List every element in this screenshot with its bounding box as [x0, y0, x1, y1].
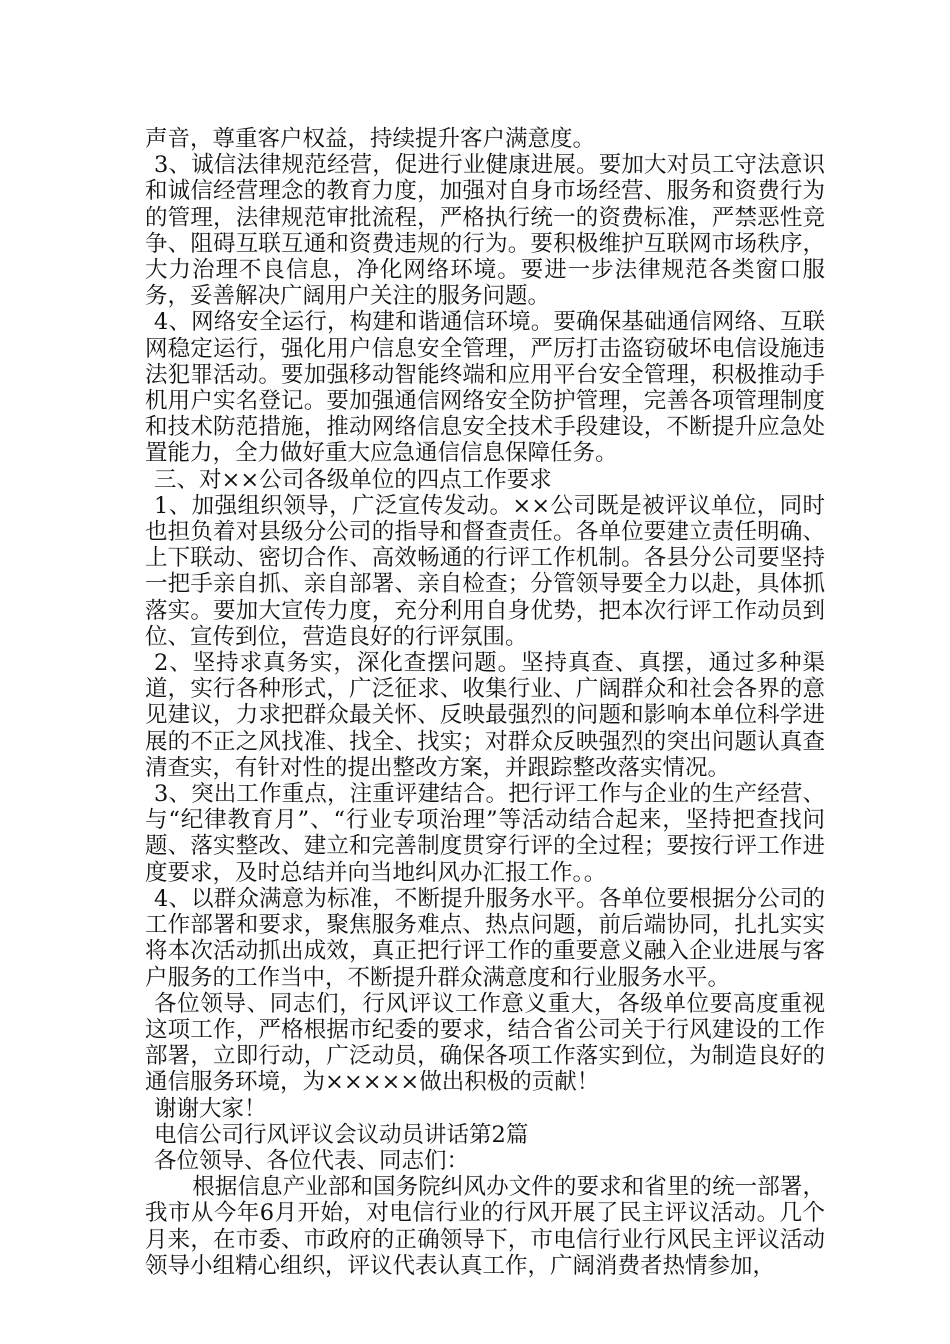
paragraph: 4、网络安全运行，构建和谐通信环境。要确保基础通信网络、互联网稳定运行，强化用户信息安全管理，严厉打击盗窃破坏电信设施违法犯罪活动。要加强移动智能终端和应用平台安全管理，积极推动手机用户实名登记。要加强通信网络安全防护管理，完善各项管理制度和技术防范措施，推动网络信息安全技术手段建设，不断提升应急处置能力，全力做好重大应急通信信息保障任务。	[145, 309, 825, 467]
paragraph: 3、诚信法律规范经营，促进行业健康进展。要加大对员工守法意识和诚信经营理念的教育力度，加强对自身市场经营、服务和资费行为的管理，法律规范审批流程，严格执行统一的资费标准，严禁恶性竞争、阻碍互联互通和资费违规的行为。要积极维护互联网市场秩序，大力治理不良信息，净化网络环境。要进一步法律规范各类窗口服务，妥善解决广阔用户关注的服务问题。	[145, 152, 825, 310]
paragraph: 2、坚持求真务实，深化查摆问题。坚持真查、真摆，通过多种渠道，实行各种形式，广泛征求、收集行业、广阔群众和社会各界的意见建议，力求把群众最关怀、反映最强烈的问题和影响本单位科学进展的不正之风找准、找全、找实；对群众反映强烈的突出问题认真查清查实，有针对性的提出整改方案，并跟踪整改落实情况。	[145, 650, 825, 781]
section-heading: 三、对××公司各级单位的四点工作要求	[154, 466, 552, 493]
paragraph: 各位领导、同志们，行风评议工作意义重大，各级单位要高度重视这项工作，严格根据市纪委的要求，结合省公司关于行风建设的工作部署，立即行动，广泛动员，确保各项工作落实到位，为制造良好的通信服务环境，为×××××做出积极的贡献！	[145, 990, 825, 1096]
paragraph: 声音，尊重客户权益，持续提升客户满意度。	[145, 126, 596, 152]
paragraph: 根据信息产业部和国务院纠风办文件的要求和省里的统一部署，我市从今年6月开始，对电信行业的行风开展了民主评议活动。几个月来，在市委、市政府的正确领导下，市电信行业行风民主评议活动领导小组精心组织，评议代表认真工作，广阔消费者热情参加，	[145, 1174, 825, 1279]
paragraph: 3、突出工作重点，注重评建结合。把行评工作与企业的生产经营、与“纪律教育月”、“行业专项治理”等活动结合起来，坚持把查找问题、落实整改、建立和完善制度贯穿行评的全过程；要按行评工作进度要求，及时总结并向当地纠风办汇报工作。。	[145, 781, 825, 886]
closing-line: 谢谢大家！	[154, 1095, 267, 1122]
salutation: 各位领导、各位代表、同志们：	[154, 1147, 470, 1174]
paragraph: 4、以群众满意为标准，不断提升服务水平。各单位要根据分公司的工作部署和要求，聚焦服务难点、热点问题，前后端协同，扎扎实实将本次活动抓出成效，真正把行评工作的重要意义融入企业进展与客户服务的工作当中，不断提升群众满意度和行业服务水平。	[145, 885, 825, 991]
document-body	[145, 126, 825, 1279]
article-title: 电信公司行风评议会议动员讲话第2篇	[154, 1121, 529, 1148]
paragraph: 1、加强组织领导，广泛宣传发动。××公司既是被评议单位，同时也担负着对县级分公司的指导和督查责任。各单位要建立责任明确、上下联动、密切合作、高效畅通的行评工作机制。各县分公司要坚持一把手亲自抓、亲自部署、亲自检查；分管领导要全力以赴，具体抓落实。要加大宣传力度，充分利用自身优势，把本次行评工作动员到位、宣传到位，营造良好的行评氛围。	[145, 492, 825, 650]
